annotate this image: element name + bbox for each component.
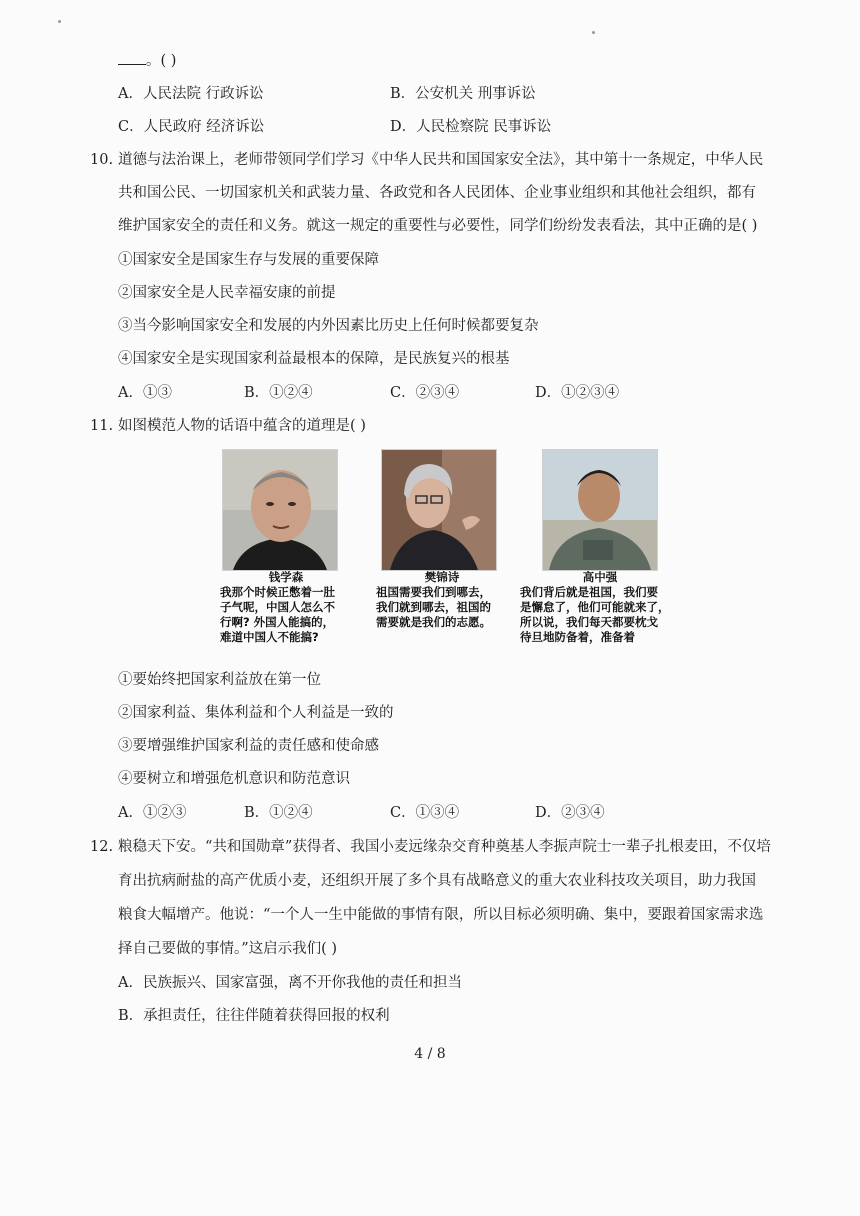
q10-option-c: C．②③④ bbox=[390, 385, 460, 401]
scan-speck bbox=[58, 20, 61, 23]
q10-stem-line2: 共和国公民、一切国家机关和武装力量、各政党和各人民团体、企业事业组织和其他社会组织，都有 bbox=[118, 185, 756, 201]
q11-statement-3: ③要增强维护国家利益的责任感和使命感 bbox=[118, 738, 379, 754]
q12-option-a: A．民族振兴、国家富强，离不开你我他的责任和担当 bbox=[118, 975, 462, 991]
q12-stem-line3: 粮食大幅增产。他说：“一个人一生中能做的事情有限，所以目标必须明确、集中，要跟着国家需求选 bbox=[118, 907, 764, 923]
q11-option-d: D．②③④ bbox=[535, 805, 605, 821]
figure-quote-3-line1: 我们背后就是祖国，我们要 bbox=[520, 585, 658, 599]
figure-quote-3-line2: 是懈怠了，他们可能就来了， bbox=[520, 600, 670, 614]
q12-number: 12. bbox=[90, 839, 114, 855]
q12-option-b: B．承担责任，往往伴随着获得回报的权利 bbox=[118, 1008, 390, 1024]
q11-number: 11. bbox=[90, 418, 114, 434]
q11-option-a: A．①②③ bbox=[118, 805, 187, 821]
q10-stem-line1: 道德与法治课上，老师带领同学们学习《中华人民共和国国家安全法》，其中第十一条规定，中华人民 bbox=[118, 152, 764, 168]
q10-number: 10. bbox=[90, 152, 114, 168]
q10-option-b: B．①②④ bbox=[244, 385, 313, 401]
q9-option-c: C．人民政府 经济诉讼 bbox=[118, 119, 265, 135]
page-number: 4 / 8 bbox=[414, 1046, 446, 1062]
q11-statement-4: ④要树立和增强危机意识和防范意识 bbox=[118, 771, 350, 787]
figure-caption-3 bbox=[520, 570, 680, 645]
q12-stem-line2: 育出抗病耐盐的高产优质小麦，还组织开展了多个具有战略意义的重大农业科技攻关项目，助力我国 bbox=[118, 873, 756, 889]
figure-name-1: 钱学森 bbox=[268, 570, 304, 584]
figure-name-2: 樊锦诗 bbox=[424, 570, 460, 584]
answer-blank bbox=[118, 50, 146, 65]
figure-quote-1-line3: 行啊? 外国人能搞的， bbox=[220, 615, 335, 629]
q10-option-d: D．①②③④ bbox=[535, 385, 620, 401]
q11-statement-2: ②国家利益、集体利益和个人利益是一致的 bbox=[118, 705, 394, 721]
q10-statement-1: ①国家安全是国家生存与发展的重要保障 bbox=[118, 252, 379, 268]
q9-option-d: D．人民检察院 民事诉讼 bbox=[390, 119, 552, 135]
scan-speck bbox=[592, 31, 595, 34]
figure-caption-2 bbox=[376, 570, 508, 630]
q11-stem: 如图模范人物的话语中蕴含的道理是( ) bbox=[118, 418, 366, 434]
q11-option-b: B．①②④ bbox=[244, 805, 313, 821]
q9-option-b: B．公安机关 刑事诉讼 bbox=[390, 86, 536, 102]
portrait-photo-2 bbox=[381, 449, 497, 571]
q10-option-a: A．①③ bbox=[118, 385, 172, 401]
figure-quote-3-line3: 所以说，我们每天都要枕戈 bbox=[520, 615, 658, 629]
q12-stem-line4: 择自己要做的事情。”这启示我们( ) bbox=[118, 941, 338, 957]
q9-option-a: A．人民法院 行政诉讼 bbox=[118, 86, 264, 102]
figure-quote-2-line2: 我们就到哪去，祖国的 bbox=[376, 600, 491, 614]
figure-quote-1-line2: 子气呢，中国人怎么不 bbox=[220, 600, 335, 614]
portrait-photo-1 bbox=[222, 449, 338, 571]
q11-option-c: C．①③④ bbox=[390, 805, 460, 821]
figure-quote-3-line4: 待旦地防备着，准备着 bbox=[520, 630, 635, 644]
q10-statement-2: ②国家安全是人民幸福安康的前提 bbox=[118, 285, 336, 301]
q12-stem-line1: 粮稳天下安。“共和国勋章”获得者、我国小麦远缘杂交育种奠基人李振声院士一辈子扎根麦田，不仅培 bbox=[118, 839, 771, 855]
q9-tail: 。( ) bbox=[118, 50, 176, 71]
q10-stem-line3: 维护国家安全的责任和义务。就这一规定的重要性与必要性，同学们纷纷发表看法，其中正确的是( ) bbox=[118, 218, 758, 234]
figure-quote-2-line1: 祖国需要我们到哪去， bbox=[376, 585, 491, 599]
figure-caption-1 bbox=[220, 570, 352, 645]
figure-quote-2-line3: 需要就是我们的志愿。 bbox=[376, 615, 491, 629]
figure-quote-1-line4: 难道中国人不能搞? bbox=[220, 630, 319, 644]
figure-quote-1-line1: 我那个时候正憋着一肚 bbox=[220, 585, 335, 599]
q10-statement-4: ④国家安全是实现国家利益最根本的保障，是民族复兴的根基 bbox=[118, 351, 510, 367]
q11-statement-1: ①要始终把国家利益放在第一位 bbox=[118, 672, 321, 688]
portrait-photo-3 bbox=[542, 449, 658, 571]
q10-statement-3: ③当今影响国家安全和发展的内外因素比历史上任何时候都要复杂 bbox=[118, 318, 539, 334]
figure-name-3: 高中强 bbox=[582, 570, 618, 584]
